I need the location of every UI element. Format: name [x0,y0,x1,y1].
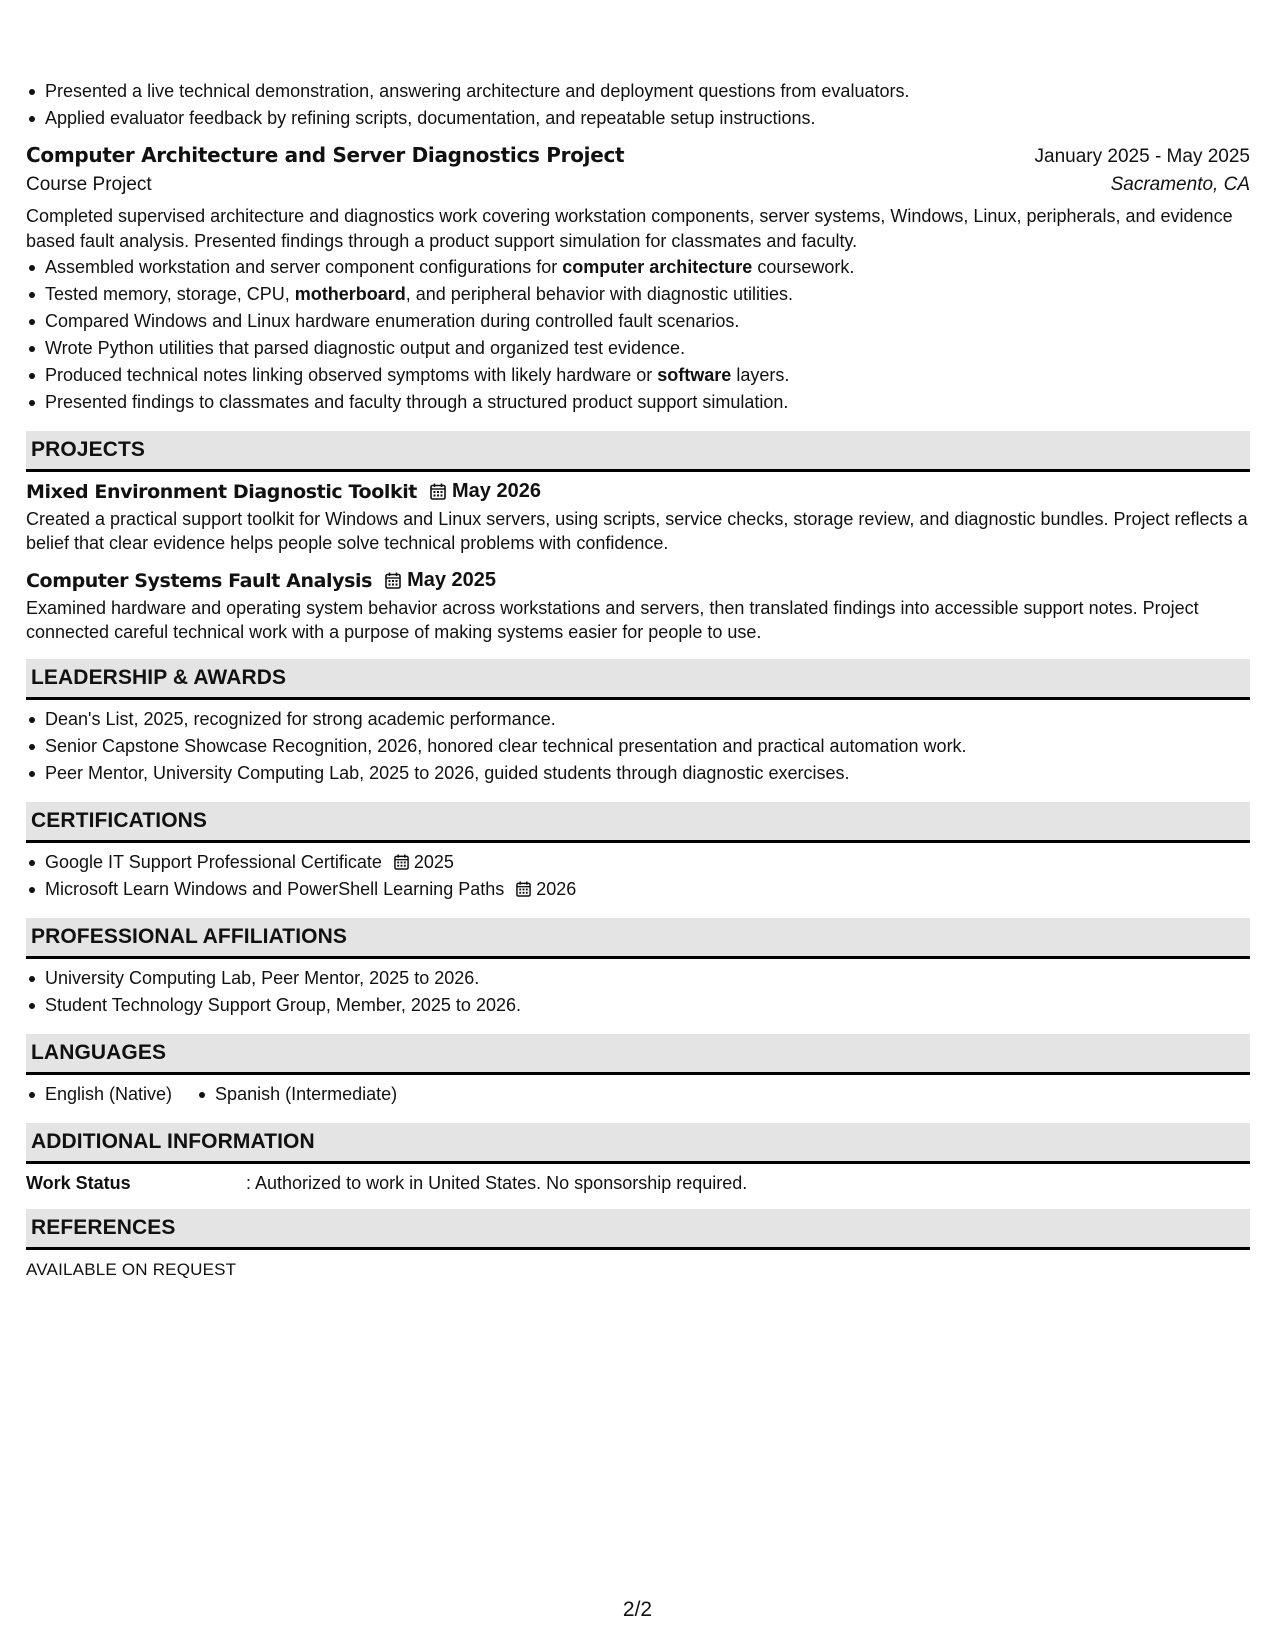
project-date: May 2026 [452,480,541,502]
experience-bullets [26,254,1250,416]
certifications-list [26,849,1250,903]
list-item [26,849,1250,876]
experience-summary: Completed supervised architecture and diagnostics work covering workstation components, server systems, Windows, Linux, peripherals, and evidence based fault analysis. Presented findings through a product support simulation for classmates and faculty. [26,206,1233,251]
experience-subtitle: Course Project [26,174,152,195]
list-item: Compared Windows and Linux hardware enumeration during controlled fault scenarios. [26,308,1250,335]
list-item: Spanish (Intermediate) [196,1081,397,1108]
additional-info-section [26,1123,1250,1194]
project-date: May 2025 [407,569,497,591]
list-item: Presented a live technical demonstration, answering architecture and deployment questions from evaluators. [26,78,1250,105]
calendar-icon [394,854,409,870]
work-status-value: : Authorized to work in United States. No sponsorship required. [246,1173,748,1193]
list-item: Assembled workstation and server component configurations for computer architecture coursework. [26,254,1250,281]
affiliations-list [26,965,1250,1019]
list-item: English (Native) [26,1081,172,1108]
list-item: Peer Mentor, University Computing Lab, 2025 to 2026, guided students through diagnostic exercises. [26,760,1250,787]
leadership-section [26,659,1250,787]
list-item: Dean's List, 2025, recognized for strong academic performance. [26,706,1250,733]
work-status-label: Work Status [26,1173,131,1193]
page-number: 2/2 [622,1598,653,1621]
affiliations-section [26,918,1250,1019]
section-heading: ADDITIONAL INFORMATION [26,1123,1250,1164]
section-heading: LEADERSHIP & AWARDS [26,659,1250,700]
list-item: Applied evaluator feedback by refining scripts, documentation, and repeatable setup instructions. [26,105,1250,132]
project-header [26,480,1250,503]
calendar-icon [516,881,531,897]
languages-list [26,1081,1250,1108]
certification-name: Microsoft Learn Windows and PowerShell Learning Paths [45,879,505,899]
carry-over-bullets [26,78,1250,132]
references-text: AVAILABLE ON REQUEST [26,1260,237,1279]
section-heading: LANGUAGES [26,1034,1250,1075]
project-description: Examined hardware and operating system behavior across workstations and servers, then translated findings into accessible support notes. Project connected careful technical work with a purpose of making systems easier for people to use. [26,598,1199,642]
work-status-row [26,1173,1250,1194]
project-header [26,569,1250,592]
certification-name: Google IT Support Professional Certificate [45,852,382,872]
languages-section [26,1034,1250,1108]
certifications-section [26,802,1250,903]
experience-location: Sacramento, CA [1110,174,1250,195]
experience-entry [26,143,1250,416]
list-item: Student Technology Support Group, Member, 2025 to 2026. [26,992,1250,1019]
list-item: Produced technical notes linking observed symptoms with likely hardware or software layers. [26,362,1250,389]
section-heading: CERTIFICATIONS [26,802,1250,843]
resume-page [26,78,1250,1280]
leadership-list [26,706,1250,787]
section-heading: REFERENCES [26,1209,1250,1250]
references-section [26,1209,1250,1280]
list-item: Presented findings to classmates and faculty through a structured product support simulation. [26,389,1250,416]
projects-section [26,431,1250,644]
experience-dates: January 2025 - May 2025 [1034,146,1250,167]
list-item [26,876,1250,903]
list-item: University Computing Lab, Peer Mentor, 2025 to 2026. [26,965,1250,992]
certification-year: 2025 [413,852,454,872]
certification-year: 2026 [536,879,577,899]
project-description: Created a practical support toolkit for Windows and Linux servers, using scripts, service checks, storage review, and diagnostic bundles. Project reflects a belief that clear evidence helps people solve technical problems with confidence. [26,509,1248,553]
calendar-icon [385,572,401,589]
project-title: Mixed Environment Diagnostic Toolkit [26,480,417,503]
project-title: Computer Systems Fault Analysis [26,569,373,592]
list-item: Senior Capstone Showcase Recognition, 2026, honored clear technical presentation and practical automation work. [26,733,1250,760]
list-item: Wrote Python utilities that parsed diagnostic output and organized test evidence. [26,335,1250,362]
section-heading: PROFESSIONAL AFFILIATIONS [26,918,1250,959]
experience-title: Computer Architecture and Server Diagnostics Project [26,143,625,167]
section-heading: PROJECTS [26,431,1250,472]
list-item: Tested memory, storage, CPU, motherboard, and peripheral behavior with diagnostic utilities. [26,281,1250,308]
calendar-icon [430,483,446,500]
